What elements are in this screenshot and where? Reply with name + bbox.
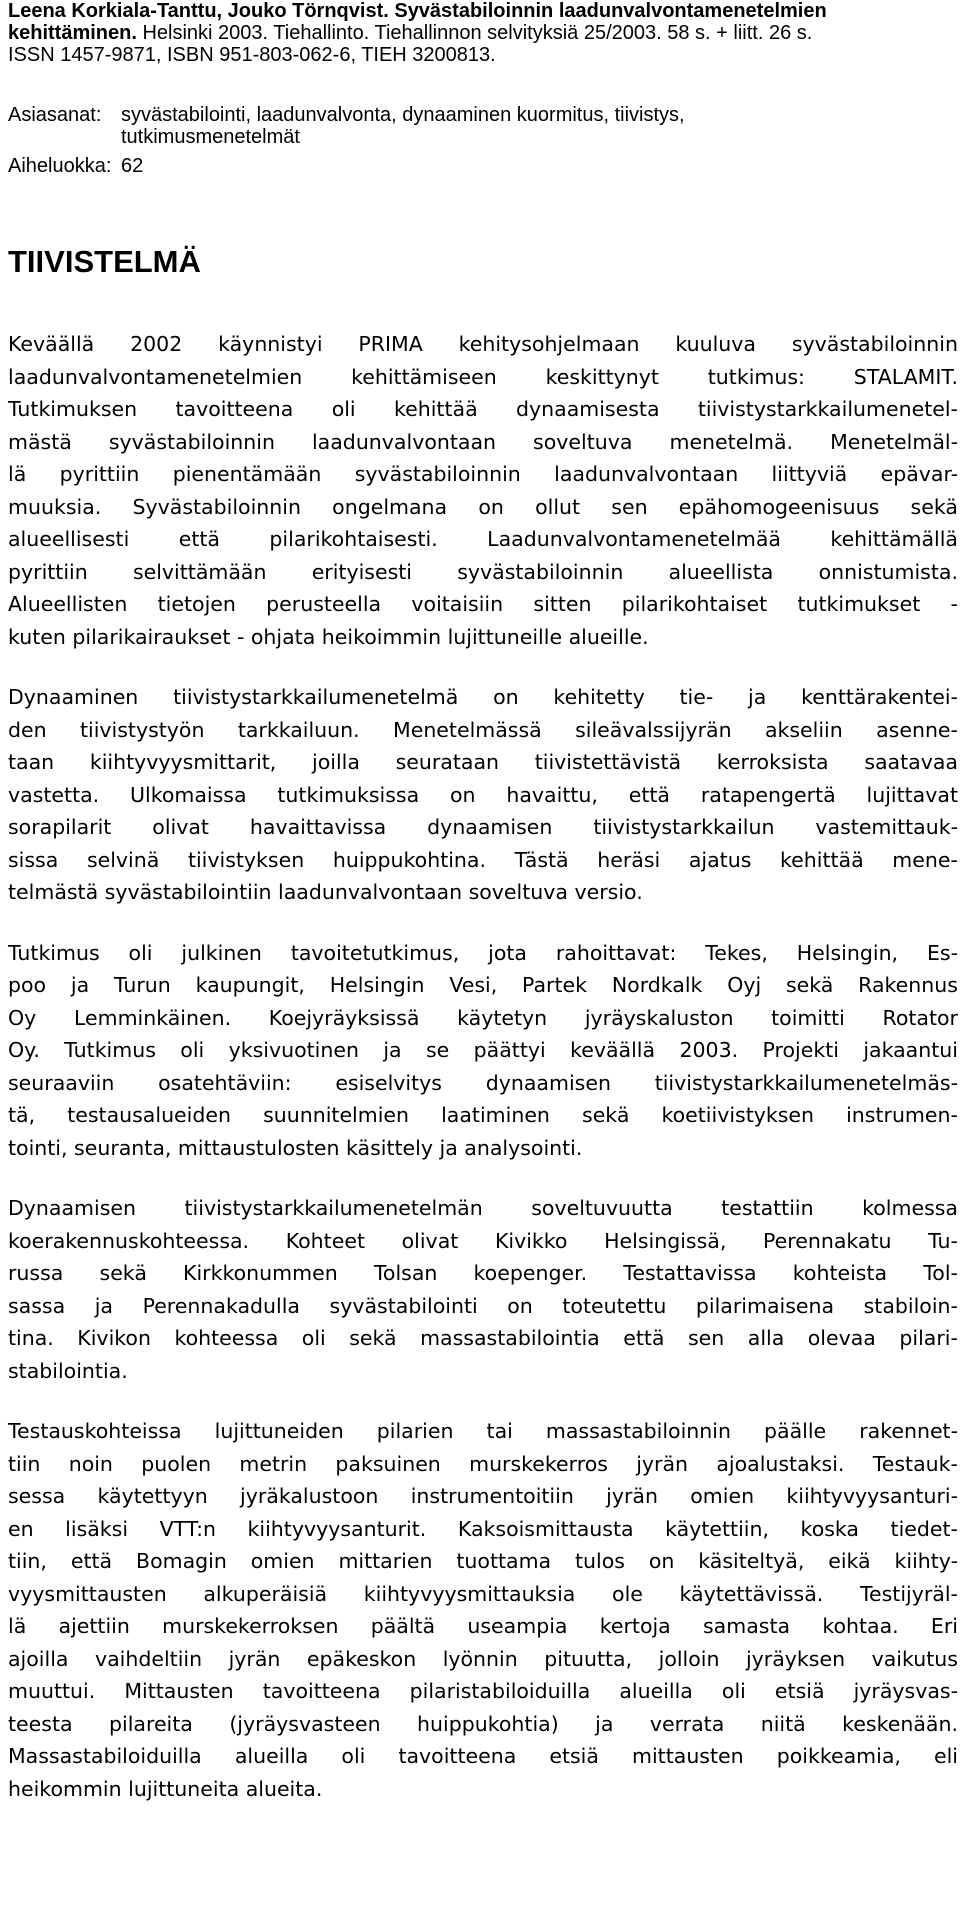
paragraph-line: Tutkimuksen tavoitteena oli kehittää dynaamisesta tiivistystarkkailumenetel- — [8, 397, 958, 421]
citation-bold: Leena Korkiala-Tanttu, Jouko Törnqvist. Syvästabiloinnin laadunvalvontamenetelmien — [8, 0, 827, 22]
abstract-paragraph — [8, 937, 958, 1165]
paragraph-line: tiin, että Bomagin omien mittarien tuottama tulos on käsiteltyä, eikä kiihty- — [8, 1549, 958, 1573]
paragraph-line: en lisäksi VTT:n kiihtyvyysanturit. Kaksoismittausta käytettiin, koska tiedet- — [8, 1516, 958, 1541]
paragraph-line: Tutkimus oli julkinen tavoitetutkimus, jota rahoittavat: Tekes, Helsingin, Es- — [8, 940, 958, 965]
keywords-value — [121, 104, 958, 148]
paragraph-line: tiin noin puolen metrin paksuinen murskekerros jyrän ajoalustaksi. Testauk- — [8, 1451, 958, 1476]
subject-class-label: Aiheluokka: — [8, 155, 112, 177]
keywords-line: tutkimusmenetelmät — [121, 126, 300, 148]
abstract-body — [8, 328, 958, 1805]
paragraph-line: sassa ja Perennakadulla syvästabilointi on toteutettu pilarimaisena stabiloin- — [8, 1293, 958, 1318]
paragraph-line: mästä syvästabiloinnin laadunvalvontaan soveltuva menetelmä. Menetelmäl- — [8, 429, 958, 454]
citation-line — [8, 22, 958, 44]
paragraph-line: pyrittiin selvittämään erityisesti syvästabiloinnin alueellista onnistumista. — [8, 559, 958, 584]
citation-line — [8, 0, 958, 22]
paragraph-line: seuraaviin osatehtäviin: esiselvitys dynaamisen tiivistystarkkailumenetelmäs- — [8, 1070, 958, 1095]
paragraph-line: muuttui. Mittausten tavoitteena pilaristabiloiduilla alueilla oli etsiä jyräysvas- — [8, 1679, 958, 1703]
subject-class-row — [8, 155, 958, 177]
paragraph-line: Oy Lemminkäinen. Koejyräyksissä käytetyn jyräyskaluston toimitti Rotator — [8, 1005, 958, 1030]
paragraph-line: koerakennuskohteessa. Kohteet olivat Kivikko Helsingissä, Perennakatu Tu- — [8, 1228, 958, 1253]
citation-block — [8, 0, 958, 66]
abstract-paragraph — [8, 1192, 958, 1387]
paragraph-line: poo ja Turun kaupungit, Helsingin Vesi, Partek Nordkalk Oyj sekä Rakennus — [8, 973, 958, 997]
citation-text: ISSN 1457-9871, ISBN 951-803-062-6, TIEH 3200813. — [8, 44, 496, 66]
paragraph-line: russa sekä Kirkkonummen Tolsan koepenger. Testattavissa kohteista Tol- — [8, 1261, 958, 1285]
subject-class-value: 62 — [121, 155, 144, 177]
paragraph-line: tä, testausalueiden suunnitelmien laatiminen sekä koetiivistyksen instrumen- — [8, 1103, 958, 1127]
keywords-row — [8, 104, 958, 148]
paragraph-line: muuksia. Syvästabiloinnin ongelmana on ollut sen epähomogeenisuus sekä — [8, 494, 958, 519]
paragraph-line: tointi, seuranta, mittaustulosten käsittely ja analysointi. — [8, 1135, 583, 1160]
paragraph-line: lä pyrittiin pienentämään syvästabiloinnin laadunvalvontaan liittyviä epävar- — [8, 462, 958, 486]
paragraph-line: sissa selvinä tiivistyksen huippukohtina. Tästä heräsi ajatus kehittää mene- — [8, 847, 958, 872]
paragraph-line: Testauskohteissa lujittuneiden pilarien tai massastabiloinnin päälle rakennet- — [8, 1419, 958, 1443]
citation-text: Helsinki 2003. Tiehallinto. Tiehallinnon selvityksiä 25/2003. 58 s. + liitt. 26 s. — [136, 22, 813, 44]
paragraph-line: Massastabiloiduilla alueilla oli tavoitteena etsiä mittausten poikkeamia, eli — [8, 1744, 958, 1768]
abstract-paragraph — [8, 1415, 958, 1805]
abstract-paragraph — [8, 328, 958, 653]
paragraph-line: Dynaaminen tiivistystarkkailumenetelmä on kehitetty tie- ja kenttärakentei- — [8, 685, 958, 709]
paragraph-line: Oy. Tutkimus oli yksivuotinen ja se päättyi keväällä 2003. Projekti jakaantui — [8, 1038, 958, 1062]
paragraph-line: Keväällä 2002 käynnistyi PRIMA kehitysohjelmaan kuuluva syvästabiloinnin — [8, 332, 958, 356]
keywords-label: Asiasanat: — [8, 104, 102, 126]
paragraph-line: den tiivistystyön tarkkailuun. Menetelmässä sileävalssijyrän akseliin asenne- — [8, 717, 958, 742]
paragraph-line: vastetta. Ulkomaissa tutkimuksissa on havaittu, että ratapengertä lujittavat — [8, 782, 958, 807]
paragraph-line: heikommin lujittuneita alueita. — [8, 1776, 323, 1801]
paragraph-line: lä ajettiin murskekerroksen päältä useampia kertoja samasta kohtaa. Eri — [8, 1614, 958, 1638]
abstract-paragraph — [8, 681, 958, 909]
paragraph-line: telmästä syvästabilointiin laadunvalvontaan soveltuva versio. — [8, 880, 643, 904]
paragraph-line: vyysmittausten alkuperäisiä kiihtyvyysmittauksia ole käytettävissä. Testijyräl- — [8, 1581, 958, 1606]
paragraph-line: teesta pilareita (jyräysvasteen huippukohtia) ja verrata niitä keskenään. — [8, 1711, 958, 1736]
abstract-heading: TIIVISTELMÄ — [8, 244, 201, 279]
paragraph-line: sessa käytettyyn jyräkalustoon instrumentoitiin jyrän omien kiihtyvyysanturi- — [8, 1484, 958, 1508]
paragraph-line: taan kiihtyvyysmittarit, joilla seurataan tiivistettävistä kerroksista saatavaa — [8, 750, 958, 774]
citation-bold: kehittäminen. — [8, 22, 137, 44]
paragraph-line: Dynaamisen tiivistystarkkailumenetelmän soveltuvuutta testattiin kolmessa — [8, 1196, 958, 1220]
paragraph-line: kuten pilarikairaukset - ohjata heikoimmin lujittuneille alueille. — [8, 624, 649, 649]
paragraph-line: sorapilarit olivat havaittavissa dynaamisen tiivistystarkkailun vastemittauk- — [8, 815, 958, 839]
keywords-line: syvästabilointi, laadunvalvonta, dynaaminen kuormitus, tiivistys, — [121, 104, 685, 126]
citation-line — [8, 44, 958, 66]
paragraph-line: Alueellisten tietojen perusteella voitaisiin sitten pilarikohtaiset tutkimukset - — [8, 592, 958, 616]
paragraph-line: laadunvalvontamenetelmien kehittämiseen keskittynyt tutkimus: STALAMIT. — [8, 364, 958, 389]
paragraph-line: stabilointia. — [8, 1358, 128, 1383]
metadata-block — [8, 104, 958, 177]
paragraph-line: alueellisesti että pilarikohtaisesti. Laadunvalvontamenetelmää kehittämällä — [8, 527, 958, 551]
paragraph-line: ajoilla vaihdeltiin jyrän epäkeskon lyönnin pituutta, jolloin jyräyksen vaikutus — [8, 1646, 958, 1671]
paragraph-line: tina. Kivikon kohteessa oli sekä massastabilointia että sen alla olevaa pilari- — [8, 1326, 958, 1350]
document-page — [8, 0, 958, 1805]
